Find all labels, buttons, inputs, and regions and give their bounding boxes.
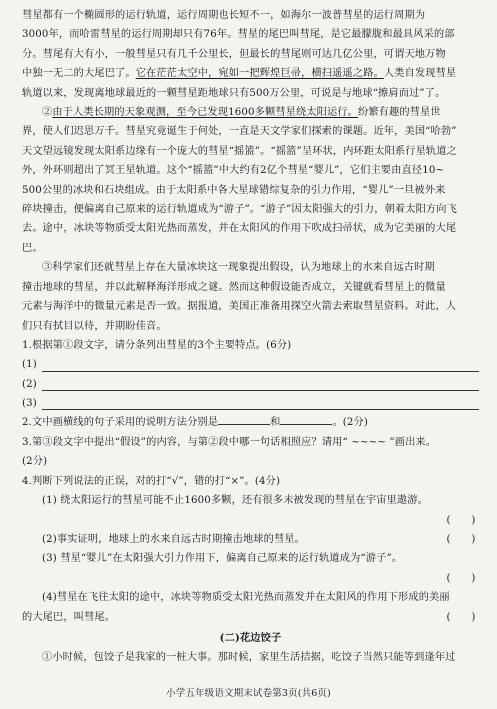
page-footer: 小学五年级语文期末试卷第3页(共6页) xyxy=(166,687,331,699)
judge-paren[interactable]: ( ) xyxy=(446,572,476,584)
answer-rule[interactable] xyxy=(42,376,479,391)
underlined-sentence: 它在茫茫太空中，宛如一把辉煌巨帚，横扫遥遥之路。 xyxy=(135,68,384,80)
passage-line: 外，外环则超出了冥王星轨道。这个“摇篮”中大约有2亿个彗星“婴儿”，它们主要由直径10~ xyxy=(22,165,445,177)
answer-rule[interactable] xyxy=(42,357,479,372)
question-2 xyxy=(22,413,479,432)
underlined-sentence: 由于人类长期的天象观测，至今已发现1600多颗彗星绕太阳运行。 xyxy=(52,107,358,119)
passage-line: 彗星都有一个椭圆形的运行轨道，运行周期也长短不一，如海尔一波普彗星的运行周期为 xyxy=(22,10,426,21)
passage-line xyxy=(22,103,479,122)
judge-item-1: (1) 绕太阳运行的彗星可能不止1600多颗，还有很多未被发现的彗星在宇宙里遨游。 xyxy=(42,495,428,507)
answer-line-2[interactable] xyxy=(22,375,479,394)
judge-row xyxy=(22,530,479,549)
judge-paren[interactable]: ( ) xyxy=(446,533,476,545)
judge-row xyxy=(22,608,479,627)
passage-line: 元素与海洋中的微量元素是否一致。据报道，美国正准备用探空火箭去索取彗星资料。对此，人 xyxy=(22,301,457,313)
passage-line: 碎块撞击，便偏离自己原来的运行轨道成为“游子”。“游子”因太阳强大的引力，朝着太阳方向飞 xyxy=(22,204,457,216)
question-4: 4.判断下列说法的正误，对的打“√”，错的打“×”。(4分) xyxy=(22,475,281,487)
passage-line: ③科学家们还就彗星上存在大量冰块这一现象提出假设，认为地球上的水来自远古时期 xyxy=(42,262,435,274)
answer-label: (1) xyxy=(22,359,37,371)
answer-line-3[interactable] xyxy=(22,394,479,413)
question-text: 和 xyxy=(270,417,281,429)
passage-line: 界，使人们迟思万千。彗星究竟诞生于何处，一直是天文学家们探索的课题。近年，美国“哈勃” xyxy=(22,126,457,138)
judge-item-4-cont: 的大尾巴，叫彗尾。 xyxy=(22,611,116,623)
passage-text: 人类自发现彗星 xyxy=(383,68,457,80)
passage-line xyxy=(22,64,479,83)
passage-line: 们只有拭目以待，并期盼佳音。 xyxy=(22,320,167,332)
answer-rule[interactable] xyxy=(42,395,479,410)
judge-paren[interactable]: ( ) xyxy=(446,611,476,623)
passage-line: 轨道以来，发现离地球最近的一颗彗星距地球只有500万公里，可说是与地球“擦肩而过”了。 xyxy=(22,87,446,99)
passage-line: 巴。 xyxy=(22,242,43,254)
fill-blank[interactable] xyxy=(280,413,332,425)
question-1: 1.根据第①段文字，请分条列出彗星的3个主要特点。(6分) xyxy=(22,339,292,351)
judge-item-3: (3) 彗星“婴儿”在太阳强大引力作用下，偏离自己原来的运行轨道成为“游子”。 xyxy=(42,553,403,565)
passage-line: 撞击地球的彗星，并以此解释海洋形成之谜。然而这种假设能否成立，关键就看彗星上的微量 xyxy=(22,281,446,293)
answer-label: (2) xyxy=(22,378,37,390)
passage-line: 3000年，而哈雷彗星的运行周期却只有76年。彗星的尾巴叫彗尾，是它最朦胧和最具风采的部 xyxy=(22,29,455,41)
answer-line-1[interactable] xyxy=(22,355,479,374)
paragraph-number: ② xyxy=(42,107,53,119)
passage-text: 中独一无二的大尾巴了。 xyxy=(22,68,136,80)
passage-text: 纷繁有趣的彗星世 xyxy=(357,107,441,119)
judge-row xyxy=(22,569,479,588)
judge-item-4: (4)彗星在飞往太阳的途中，冰块等物质受太阳光热而蒸发并在太阳风的作用下形成的美丽 xyxy=(42,592,450,604)
question-text: 。(2分) xyxy=(332,417,368,429)
question-text: 2.文中画横线的句子采用的说明方法分别是 xyxy=(22,417,219,429)
passage-line: 500公里的冰块和石块组成。由于太阳系中各大星球错综复杂的引力作用，“婴儿”一旦被外来 xyxy=(22,184,446,196)
question-3: 3.第③段文字中提出“假设”的内容，与第②段中哪一句话相照应？请用“ ~~~~ ”画出来。 xyxy=(22,436,437,448)
judge-paren[interactable]: ( ) xyxy=(446,514,476,526)
passage-line: 去。途中，冰块等物质受太阳光热而蒸发，并在太阳风的作用下吹成扫帚状，成为它美丽的大尾 xyxy=(22,223,457,235)
passage-line: ①小时候，包饺子是我家的一桩大事。那时候，家里生活拮据，吃饺子当然只能等到逢年过 xyxy=(42,652,456,664)
question-3-score: (2分) xyxy=(22,456,48,468)
section-title: (二)花边饺子 xyxy=(219,631,282,644)
fill-blank[interactable] xyxy=(218,413,270,425)
judge-item-2: (2)事实证明，地球上的水来自远古时期撞击地球的彗星。 xyxy=(42,533,305,545)
passage-line: 分。彗尾有大有小，一般彗星只有几千公里长，但最长的彗尾则可达几亿公里，可谓天地万物 xyxy=(22,48,446,60)
answer-label: (3) xyxy=(22,398,37,410)
passage-line: 天文望远镜发现太阳系边缘有一个庞大的彗星“摇篮”。“摇篮”呈环状，内环距太阳系行星轨道之 xyxy=(22,145,457,157)
judge-row xyxy=(22,511,479,530)
